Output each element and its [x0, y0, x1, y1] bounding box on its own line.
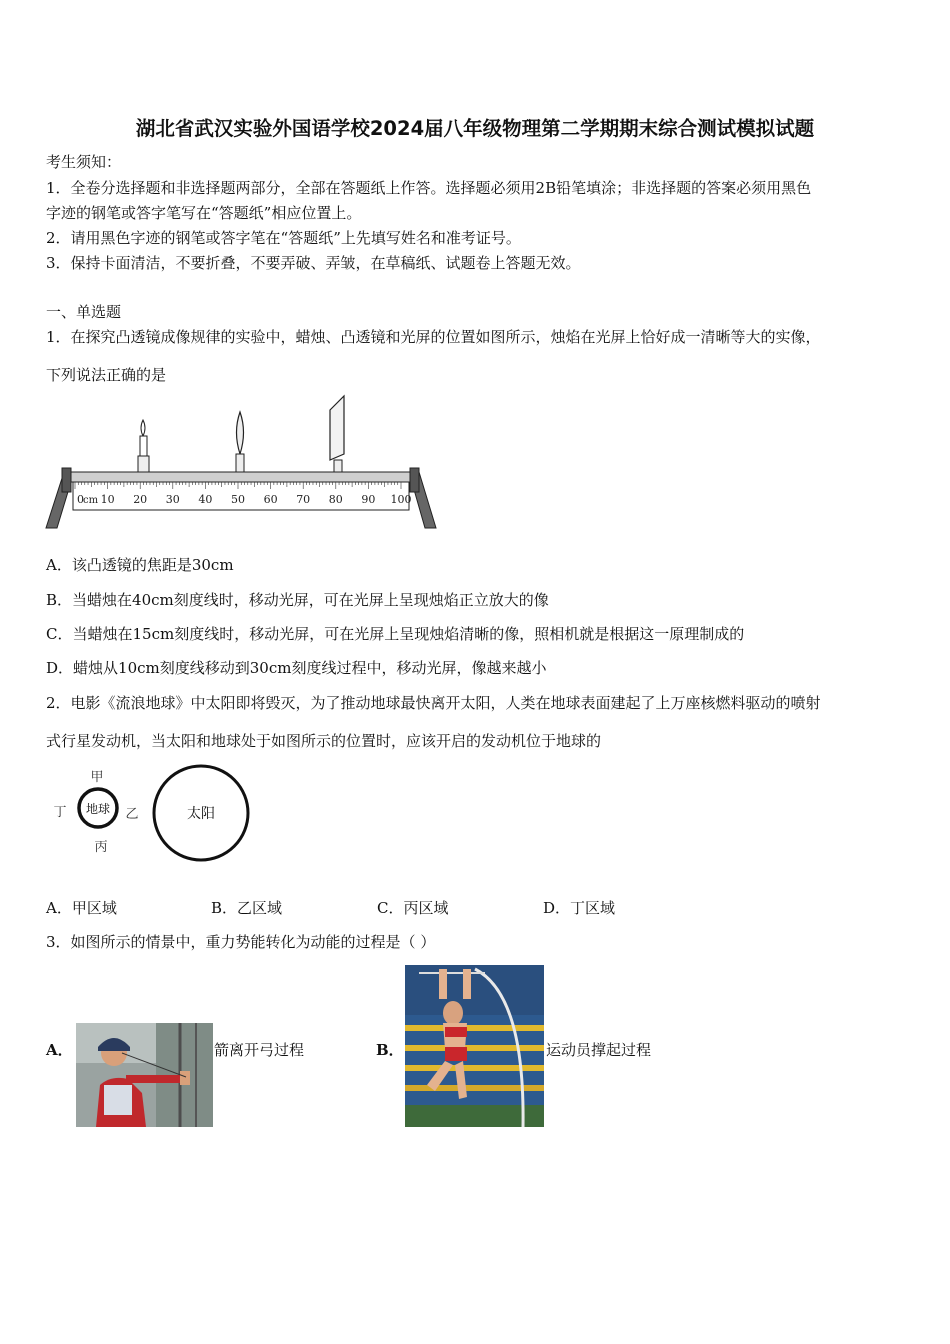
ruler-tick-label: 20 [133, 493, 148, 506]
q3-stem: 3．如图所示的情景中，重力势能转化为动能的过程是（ ） [46, 933, 436, 951]
ruler-tick-label: 90 [361, 493, 376, 506]
earth-label: 地球 [85, 802, 111, 816]
q3-option-a-text[interactable]: 箭离开弓过程 [214, 1041, 305, 1059]
region-right-label: 乙 [125, 807, 139, 822]
region-top-label: 甲 [90, 770, 104, 785]
q1-stem-line2: 下列说法正确的是 [46, 366, 167, 384]
earth-sun-figure [46, 762, 256, 866]
ruler-tick-label: 40 [198, 493, 213, 506]
q2-stem-line1: 2．电影《流浪地球》中太阳即将毁灭，为了推动地球最快离开太阳，人类在地球表面建起了上万座核燃料驱动的喷射 [46, 694, 821, 712]
q1-option-b[interactable]: B．当蜡烛在40cm刻度线时，移动光屏，可在光屏上呈现烛焰正立放大的像 [46, 591, 549, 609]
archer-photo [76, 1023, 213, 1127]
q2-option-c[interactable]: C．丙区域 [377, 899, 449, 917]
bench-rail [66, 472, 418, 482]
sun-label: 太阳 [187, 806, 215, 822]
ruler-tick-label: 80 [328, 493, 343, 506]
ruler-tick-label: 60 [263, 493, 278, 506]
ruler-tick-label: 10 [100, 493, 115, 506]
q3-option-b-text[interactable]: 运动员撑起过程 [546, 1041, 652, 1059]
notice-item-3: 3．保持卡面清洁，不要折叠，不要弄破、弄皱，在草稿纸、试题卷上答题无效。 [46, 254, 581, 272]
ruler-tick-label: 30 [165, 493, 180, 506]
notice-item-1-cont: 字迹的钢笔或答字笔写在“答题纸”相应位置上。 [46, 204, 362, 222]
notice-item-2: 2．请用黑色字迹的钢笔或答字笔在“答题纸”上先填写姓名和准考证号。 [46, 229, 521, 247]
q1-option-c[interactable]: C．当蜡烛在15cm刻度线时，移动光屏，可在光屏上呈现烛焰清晰的像，照相机就是根据这一原理制成的 [46, 625, 745, 643]
ruler-tick-label: 50 [231, 493, 245, 506]
q2-option-d[interactable]: D．丁区域 [543, 899, 616, 917]
exam-title: 湖北省武汉实验外国语学校2024届八年级物理第二学期期末综合测试模拟试题 [135, 117, 815, 140]
convex-lens-icon [236, 412, 244, 472]
ruler-tick-label: 0 [77, 493, 84, 506]
q1-option-d[interactable]: D．蜡烛从10cm刻度线移动到30cm刻度线过程中，移动光屏，像越来越小 [46, 659, 547, 677]
section-heading: 一、单选题 [46, 303, 122, 321]
screen-icon [330, 396, 344, 472]
ruler-tick-label: 70 [296, 493, 311, 506]
candle-icon [138, 420, 149, 472]
optical-bench-figure [44, 392, 439, 532]
q3-option-a-letter[interactable]: A． [46, 1041, 73, 1059]
ruler-unit: cm [83, 495, 99, 506]
q1-stem-line1: 1．在探究凸透镜成像规律的实验中，蜡烛、凸透镜和光屏的位置如图所示，烛焰在光屏上恰好成一清晰等大的实像， [46, 328, 821, 346]
notice-heading: 考生须知： [46, 153, 122, 171]
region-left-label: 丁 [53, 805, 67, 820]
q1-option-a[interactable]: A．该凸透镜的焦距是30cm [46, 556, 234, 574]
q2-option-a[interactable]: A．甲区域 [46, 899, 117, 917]
q2-stem-line2: 式行星发动机，当太阳和地球处于如图所示的位置时，应该开启的发动机位于地球的 [46, 732, 602, 750]
ruler-tick-label: 100 [390, 493, 412, 506]
region-bottom-label: 丙 [94, 840, 108, 855]
pole-vaulter-photo [405, 965, 544, 1127]
q3-option-b-letter[interactable]: B． [376, 1041, 404, 1059]
q2-option-b[interactable]: B．乙区域 [211, 899, 283, 917]
notice-item-1: 1．全卷分选择题和非选择题两部分，全部在答题纸上作答。选择题必须用2B铅笔填涂；非选择题的答案必须用黑色 [46, 179, 812, 197]
